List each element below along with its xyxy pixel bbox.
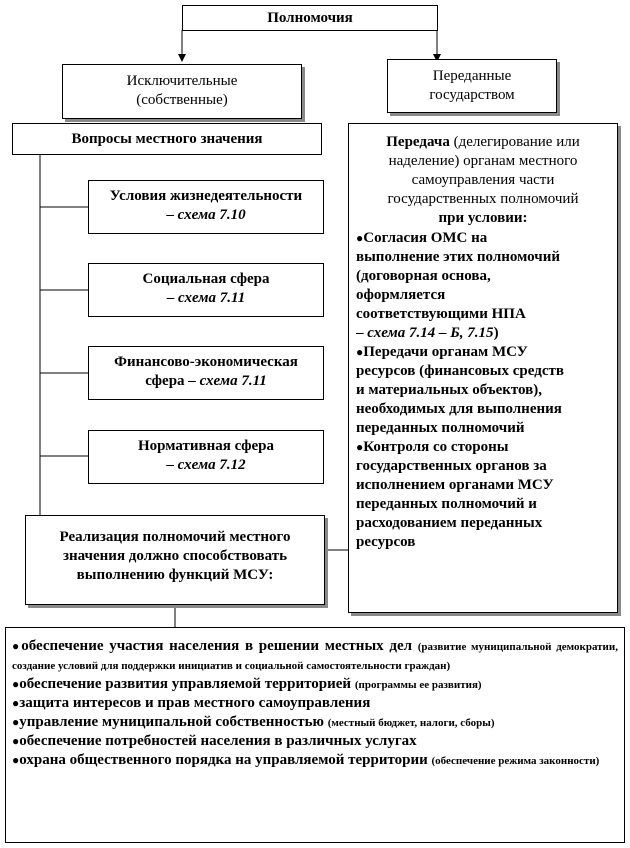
list-item: [12, 637, 618, 675]
bullet-icon: ●: [12, 753, 20, 767]
transfer-lead: Передача: [386, 134, 450, 150]
cond3-l1: Контроля со стороны: [363, 439, 509, 455]
cond2-l1: Передачи органам МСУ: [363, 344, 528, 360]
impl-line1: Реализация полномочий местного: [59, 529, 291, 545]
sphere-box-social: [88, 263, 324, 317]
bullet-icon: ●: [356, 440, 364, 454]
cond1-l3: (договорная основа,: [356, 268, 491, 284]
function-note: (обеспечение режима законности): [431, 755, 600, 767]
bullet-icon: ●: [12, 715, 20, 729]
sphere-ref: схема 7.11: [178, 290, 246, 306]
transfer-line1: (делегирование или: [449, 134, 580, 150]
function-note: (развитие муниципальной демократии, создание условий для поддержки инициатив и социальной самостоятельности граждан): [12, 641, 618, 672]
powers-title-box: [182, 5, 438, 31]
exclusive-line2: (собственные): [136, 92, 228, 108]
sphere-prefix: –: [166, 457, 178, 473]
cond1-l5: соответствующими НПА: [356, 306, 526, 322]
sphere-prefix: –: [166, 290, 179, 306]
powers-title: Полномочия: [267, 10, 353, 26]
impl-line3-post: :: [268, 567, 274, 583]
list-item: [12, 675, 618, 694]
delegated-line2: государством: [429, 87, 515, 103]
cond3-l6: ресурсов: [356, 534, 416, 550]
delegated-line1: Переданные: [432, 68, 512, 84]
arrow-left-icon: [178, 54, 186, 62]
bullet-icon: ●: [12, 696, 20, 710]
list-item: [12, 713, 618, 732]
bullet-icon: ●: [356, 345, 364, 359]
cond1-l4: оформляется: [356, 287, 446, 303]
cond2-l4: необходимых для выполнения: [356, 401, 562, 417]
sphere-box-finance: [88, 346, 324, 400]
sphere-ref: схема 7.12: [177, 457, 246, 473]
transfer-conditions: [356, 229, 616, 552]
cond1-l6-suffix: ): [493, 325, 499, 341]
bullet-icon: ●: [12, 677, 20, 691]
list-item: [12, 732, 618, 751]
implementation-box: [25, 515, 325, 605]
sphere-name2: сфера –: [145, 373, 200, 389]
sphere-name: Условия жизнедеятельности: [109, 188, 303, 204]
exclusive-powers-box: [62, 64, 302, 119]
sphere-box-normative: [88, 430, 324, 484]
cond2-l5: переданных полномочий: [356, 420, 525, 436]
cond1-l6-prefix: –: [356, 325, 368, 341]
cond3-l3: исполнением органами МСУ: [356, 477, 554, 493]
function-note: (местный бюджет, налоги, сборы): [327, 717, 495, 729]
cond3-l4: переданных полномочий и: [356, 496, 537, 512]
functions-list: [12, 637, 618, 770]
cond3-l5: расходованием переданных: [356, 515, 543, 531]
sphere-prefix: –: [166, 207, 178, 223]
function-text: обеспечение участия населения в решении местных дел: [21, 638, 418, 654]
local-issues-label: Вопросы местного значения: [71, 131, 263, 147]
sphere-name: Социальная сфера: [142, 271, 270, 287]
function-text: защита интересов и прав местного самоуправления: [19, 695, 371, 711]
impl-line3-pre: выполнению: [76, 567, 169, 583]
impl-functions: функций МСУ: [168, 567, 269, 583]
list-item: [12, 694, 618, 713]
sphere-name: Нормативная сфера: [138, 438, 274, 454]
sphere-ref: схема 7.11: [199, 373, 267, 389]
transfer-line4: государственных полномочий: [387, 191, 579, 207]
function-note: (программы ее развития): [354, 679, 482, 691]
cond1-l1: Согласия ОМС на: [363, 230, 488, 246]
sphere-ref: схема 7.10: [177, 207, 246, 223]
bullet-icon: ●: [12, 639, 22, 653]
impl-line2: значения должно способствовать: [62, 548, 288, 564]
function-text: охрана общественного порядка на управляемой территории: [19, 752, 432, 768]
cond1-l2: выполнение этих полномочий: [356, 249, 561, 265]
bullet-icon: ●: [12, 734, 20, 748]
transfer-line3: самоуправления части: [411, 172, 555, 188]
bullet-icon: ●: [356, 231, 364, 245]
transfer-line2: наделение) органам местного: [388, 153, 578, 169]
transfer-line5: при условии:: [438, 210, 528, 226]
cond1-l6-ref: схема 7.14 – Б, 7.15: [367, 325, 494, 341]
cond3-l2: государственных органов за: [356, 458, 547, 474]
sphere-name: Финансово-экономическая: [114, 354, 298, 370]
cond2-l2: ресурсов (финансовых средств: [356, 363, 564, 379]
local-issues-box: [12, 123, 322, 155]
cond2-l3: и материальных объектов),: [356, 382, 543, 398]
exclusive-line1: Исключительные: [126, 73, 238, 89]
function-text: обеспечение развития управляемой территорией: [19, 676, 355, 692]
sphere-box-living: [88, 180, 324, 234]
function-text: обеспечение потребностей населения в различных услугах: [19, 733, 417, 749]
list-item: [12, 751, 618, 770]
transfer-intro: [350, 133, 616, 228]
delegated-powers-box: [387, 59, 557, 113]
function-text: управление муниципальной собственностью: [19, 714, 328, 730]
